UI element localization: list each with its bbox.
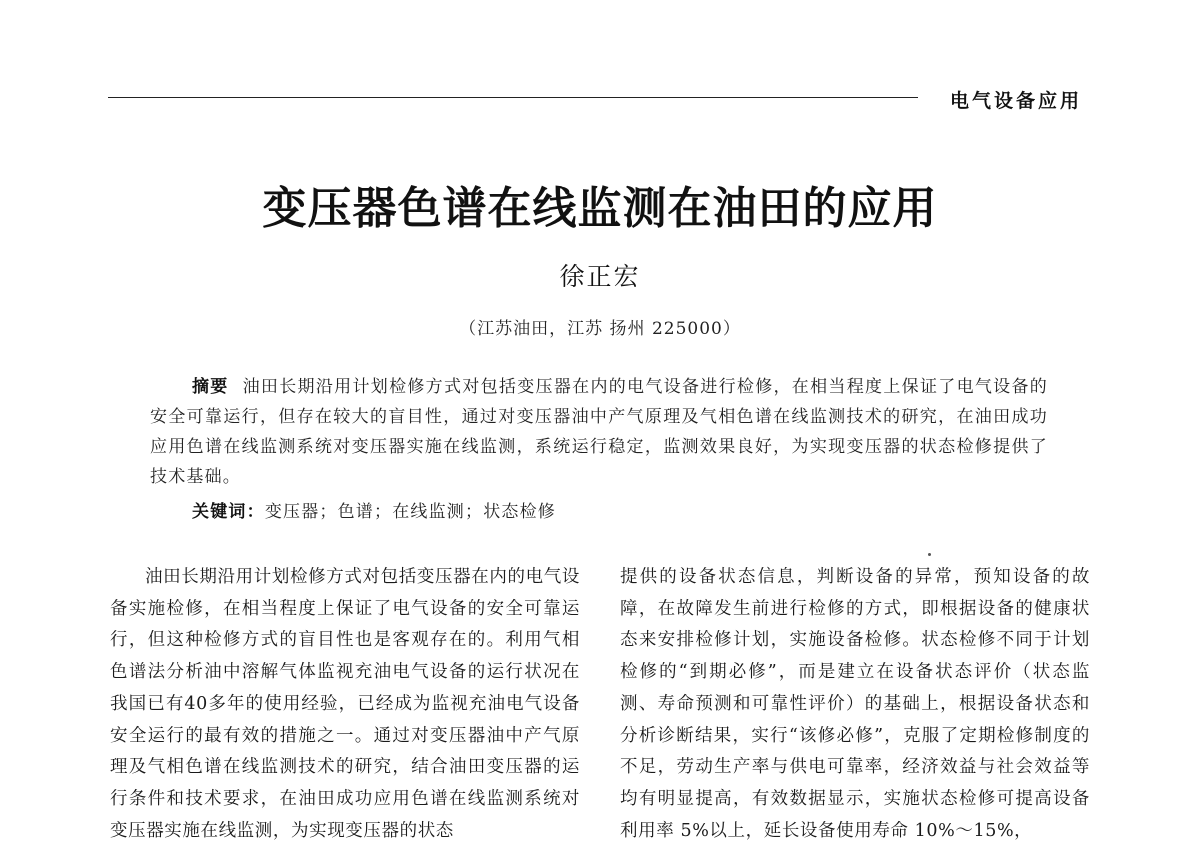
print-speck (928, 553, 931, 556)
paper-title: 变压器色谱在线监测在油田的应用 (262, 183, 938, 234)
body-paragraph-left: 油田长期沿用计划检修方式对包括变压器在内的电气设备实施检修，在相当程度上保证了电气设备的安全可靠运行，但这种检修方式的盲目性也是客观存在的。利用气相色谱法分析油中溶解气体监视充油电气设备的运行状况在我国已有40多年的使用经验，已经成为监视充油电气设备安全运行的最有效的措施之一。通过对变压器油中产气原理及气相色谱在线监测技术的研究，结合油田变压器的运行条件和技术要求，在油田成功应用色谱在线监测系统对变压器实施在线监测，为实现变压器的状态 (110, 567, 580, 841)
abstract-text: 油田长期沿用计划检修方式对包括变压器在内的电气设备进行检修，在相当程度上保证了电气设备的安全可靠运行，但存在较大的盲目性，通过对变压器油中产气原理及气相色谱在线监测技术的研究，在油田成功应用色谱在线监测系统对变压器实施在线监测，系统运行稳定，监测效果良好，为实现变压器的状态检修提供了技术基础。 (150, 377, 1048, 487)
body-column-right (620, 562, 1090, 847)
body-paragraph-right: 提供的设备状态信息，判断设备的异常，预知设备的故障，在故障发生前进行检修的方式，即根据设备的健康状态来安排检修计划，实施设备检修。状态检修不同于计划检修的“到期必修”，而是建立在设备状态评价（状态监测、寿命预测和可靠性评价）的基础上，根据设备状态和分析诊断结果，实行“该修必修”，克服了定期检修制度的不足，劳动生产率与供电可靠率，经济效益与社会效益等均有明显提高，有效数据显示，实施状态检修可提高设备利用率 5%以上，延长设备使用寿命 10%～15%， (620, 567, 1090, 841)
header-rule (108, 97, 918, 98)
keywords-text: 变压器；色谱；在线监测；状态检修 (264, 502, 557, 522)
keywords (192, 497, 556, 522)
abstract (150, 372, 1048, 492)
body-column-left (110, 562, 580, 847)
paper-affiliation: （江苏油田，江苏 扬州 225000） (459, 319, 741, 339)
keywords-label: 关键词： (192, 502, 265, 522)
section-label: 电气设备应用 (949, 90, 1082, 112)
paper-author: 徐正宏 (559, 262, 641, 291)
abstract-label: 摘要 (192, 377, 229, 397)
